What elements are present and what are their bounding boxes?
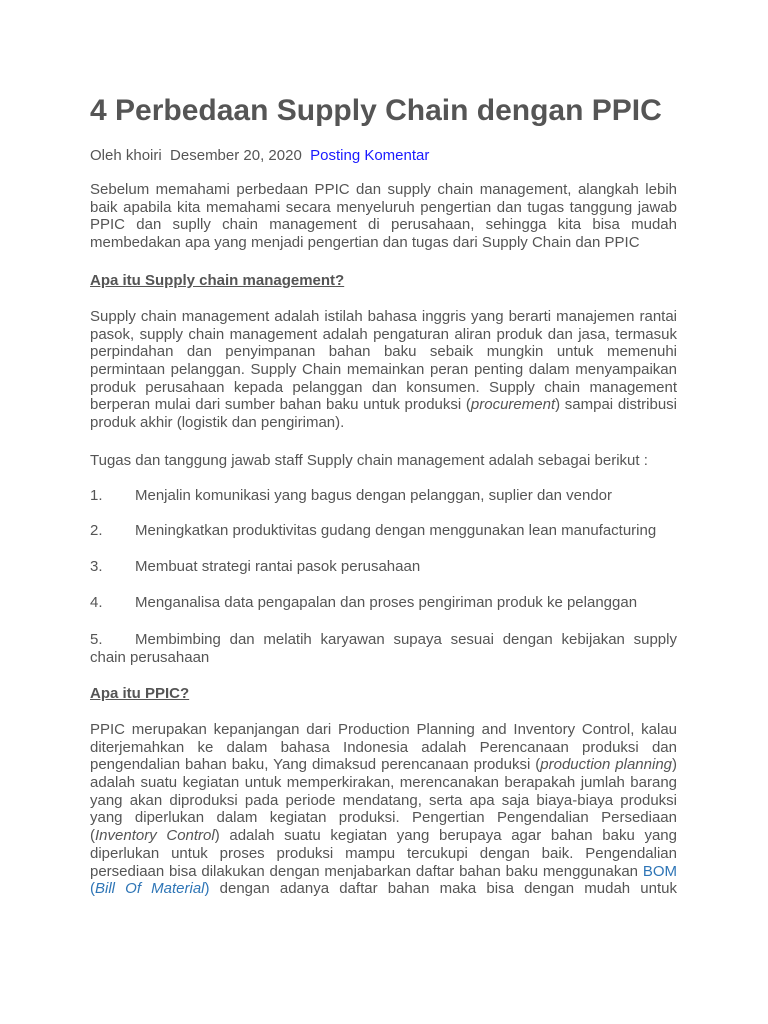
- italic-term: Bill Of Material: [95, 880, 205, 898]
- item-number: 2.: [90, 522, 103, 539]
- bom-link[interactable]: BOM: [642, 862, 677, 880]
- text-span: ): [204, 880, 210, 898]
- section-heading-ppic: Apa itu PPIC?: [90, 685, 190, 702]
- text-span: ) adalah suatu kegiatan yang berupaya agar bahan baku yang: [214, 827, 677, 845]
- text-line: membedakan apa yang menjadi pengertian dan tugas dari Supply Chain dan PPIC: [90, 234, 640, 252]
- text-line: [90, 880, 677, 898]
- text-line: PPIC dan suplly chain management di perusahaan, sehingga kita bisa mudah: [90, 216, 677, 234]
- text-line: [90, 396, 677, 414]
- item-text: chain perusahaan: [90, 648, 210, 666]
- text-line: Sebelum memahami perbedaan PPIC dan supply chain management, alangkah lebih: [90, 181, 677, 198]
- ppic-paragraph: [90, 721, 677, 898]
- text-line: [90, 827, 677, 845]
- text-line: diperlukan untuk proses produksi mampu tercukupi dengan baik. Pengendalian: [90, 844, 677, 862]
- section-heading-scm: Apa itu Supply chain management?: [90, 272, 345, 289]
- text-line: diterjemahkan ke dalam bahasa Indonesia adalah Perencanaan produksi dan: [90, 738, 677, 756]
- text-span: ): [672, 756, 678, 774]
- text-line: perpindahan dan penyimpanan bahan baku sebaik mungkin untuk memenuhi: [90, 343, 677, 361]
- text-line: produk akhir (logistik dan pengiriman).: [90, 414, 345, 432]
- text-span: ) sampai distribusi: [555, 396, 677, 414]
- item-text: Menjalin komunikasi yang bagus dengan pelanggan, suplier dan vendor: [135, 487, 612, 504]
- text-line: [90, 863, 677, 881]
- text-span: (: [90, 880, 95, 898]
- text-line: adalah suatu kegiatan untuk memperkirakan, merencanakan berapakah jumlah barang: [90, 774, 677, 792]
- task-item: [90, 522, 677, 540]
- bom-link[interactable]: [90, 880, 210, 897]
- text-line: Supply chain management adalah istilah bahasa inggris yang berarti manajemen rantai: [90, 308, 677, 325]
- text-line: pasok, supply chain management adalah pengaturan aliran produk dan jasa, termasuk: [90, 325, 677, 343]
- item-number: 4.: [90, 594, 103, 611]
- task-item: [90, 594, 677, 612]
- text-line: yang diperlukan dalam kegiatan produksi. Pengertian Pengendalian Persediaan: [90, 809, 677, 827]
- task-item: [90, 631, 677, 666]
- author: Oleh khoiri: [90, 147, 162, 164]
- intro-paragraph: [90, 181, 677, 252]
- scm-paragraph: [90, 308, 677, 432]
- italic-term: procurement: [470, 396, 556, 414]
- item-text: Membuat strategi rantai pasok perusahaan: [135, 558, 421, 575]
- text-line: permintaan pelanggan. Supply Chain memainkan peran penting dalam menyampaikan: [90, 361, 677, 379]
- item-text: Menganalisa data pengapalan dan proses pengiriman produk ke pelanggan: [135, 594, 638, 611]
- item-text: Membimbing dan melatih karyawan supaya sesuai dengan kebijakan supply: [135, 631, 677, 648]
- text-line: yang akan diproduksi pada periode mendatang, serta apa saja biaya-biaya produksi: [90, 791, 677, 809]
- item-number: 3.: [90, 558, 103, 575]
- italic-term: production planning: [540, 756, 673, 774]
- text-line: PPIC merupakan kepanjangan dari Production Planning and Inventory Control, kalau: [90, 721, 677, 738]
- text-line: baik apabila kita memahami secara menyeluruh pengertian dan tugas tanggung jawab: [90, 198, 677, 216]
- page-title: 4 Perbedaan Supply Chain dengan PPIC: [90, 94, 662, 127]
- text-line: Tugas dan tanggung jawab staff Supply chain management adalah sebagai berikut :: [90, 452, 648, 469]
- text-line: produk perusahaan kepada pelanggan dan konsumen. Supply chain management: [90, 378, 677, 396]
- text-span: (: [90, 827, 95, 845]
- post-meta: [90, 147, 677, 165]
- text-span: berperan mulai dari sumber bahan baku untuk produksi (: [90, 396, 471, 414]
- comment-link[interactable]: Posting Komentar: [310, 147, 430, 164]
- tasks-intro: [90, 452, 677, 470]
- text-span: persediaan bisa dilakukan dengan menjabarkan daftar bahan baku menggunakan: [90, 862, 643, 880]
- post-date: Desember 20, 2020: [170, 147, 302, 164]
- italic-term: Inventory Control: [95, 827, 215, 845]
- text-line: [90, 756, 677, 774]
- item-text: Meningkatkan produktivitas gudang dengan menggunakan lean manufacturing: [135, 522, 657, 539]
- item-number: 1.: [90, 487, 103, 504]
- text-span: pengendalian bahan baku, Yang dimaksud perencanaan produksi (: [90, 756, 541, 774]
- item-number: 5.: [90, 631, 103, 648]
- task-item: [90, 558, 677, 576]
- text-span: dengan adanya daftar bahan maka bisa dengan mudah untuk: [209, 880, 677, 898]
- task-item: [90, 487, 677, 505]
